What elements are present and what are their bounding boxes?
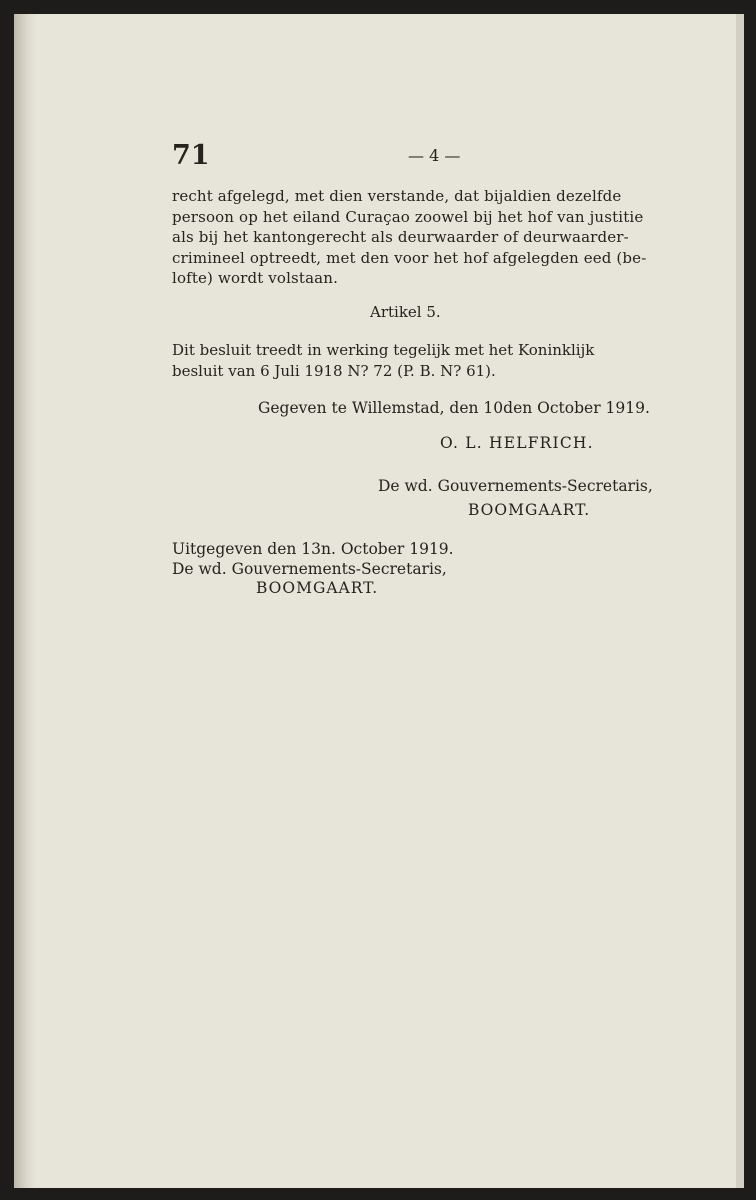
- paragraph-line: crimineel optreedt, met den voor het hof afgelegden eed (be-: [172, 248, 647, 267]
- decision-paragraph: [172, 340, 594, 381]
- page-number: — 4 —: [408, 146, 461, 165]
- secretary-name: BOOMGAART.: [468, 501, 591, 519]
- article-heading: Artikel 5.: [370, 303, 441, 321]
- issued-secretary-name: BOOMGAART.: [256, 579, 379, 597]
- issued-secretary-title: De wd. Gouvernements-Secretaris,: [172, 559, 447, 578]
- paragraph-line: lofte) wordt volstaan.: [172, 269, 338, 287]
- next-page-edge: [736, 14, 744, 1188]
- issued-date: Uitgegeven den 13n. October 1919.: [172, 540, 454, 558]
- gutter-shadow: [14, 14, 36, 1188]
- paragraph-line: als bij het kantongerecht als deurwaarder of deurwaarder-: [172, 228, 629, 246]
- paragraph: [172, 186, 646, 289]
- paragraph-line: recht afgelegd, met dien verstande, dat bijaldien dezelfde: [172, 187, 622, 205]
- issued-block: [172, 540, 454, 599]
- decision-line: besluit van 6 Juli 1918 N? 72 (P. B. N? 61).: [172, 361, 496, 380]
- decision-line: Dit besluit treedt in werking tegelijk met het Koninklijk: [172, 341, 595, 359]
- signatory-name: O. L. HELFRICH.: [440, 434, 594, 452]
- paragraph-line: persoon op het eiland Curaçao zoowel bij het hof van justitie: [172, 207, 644, 226]
- secretary-title: De wd. Gouvernements-Secretaris,: [378, 477, 653, 495]
- given-line: Gegeven te Willemstad, den 10den October 1919.: [258, 399, 650, 417]
- folio-number: 71: [172, 140, 210, 171]
